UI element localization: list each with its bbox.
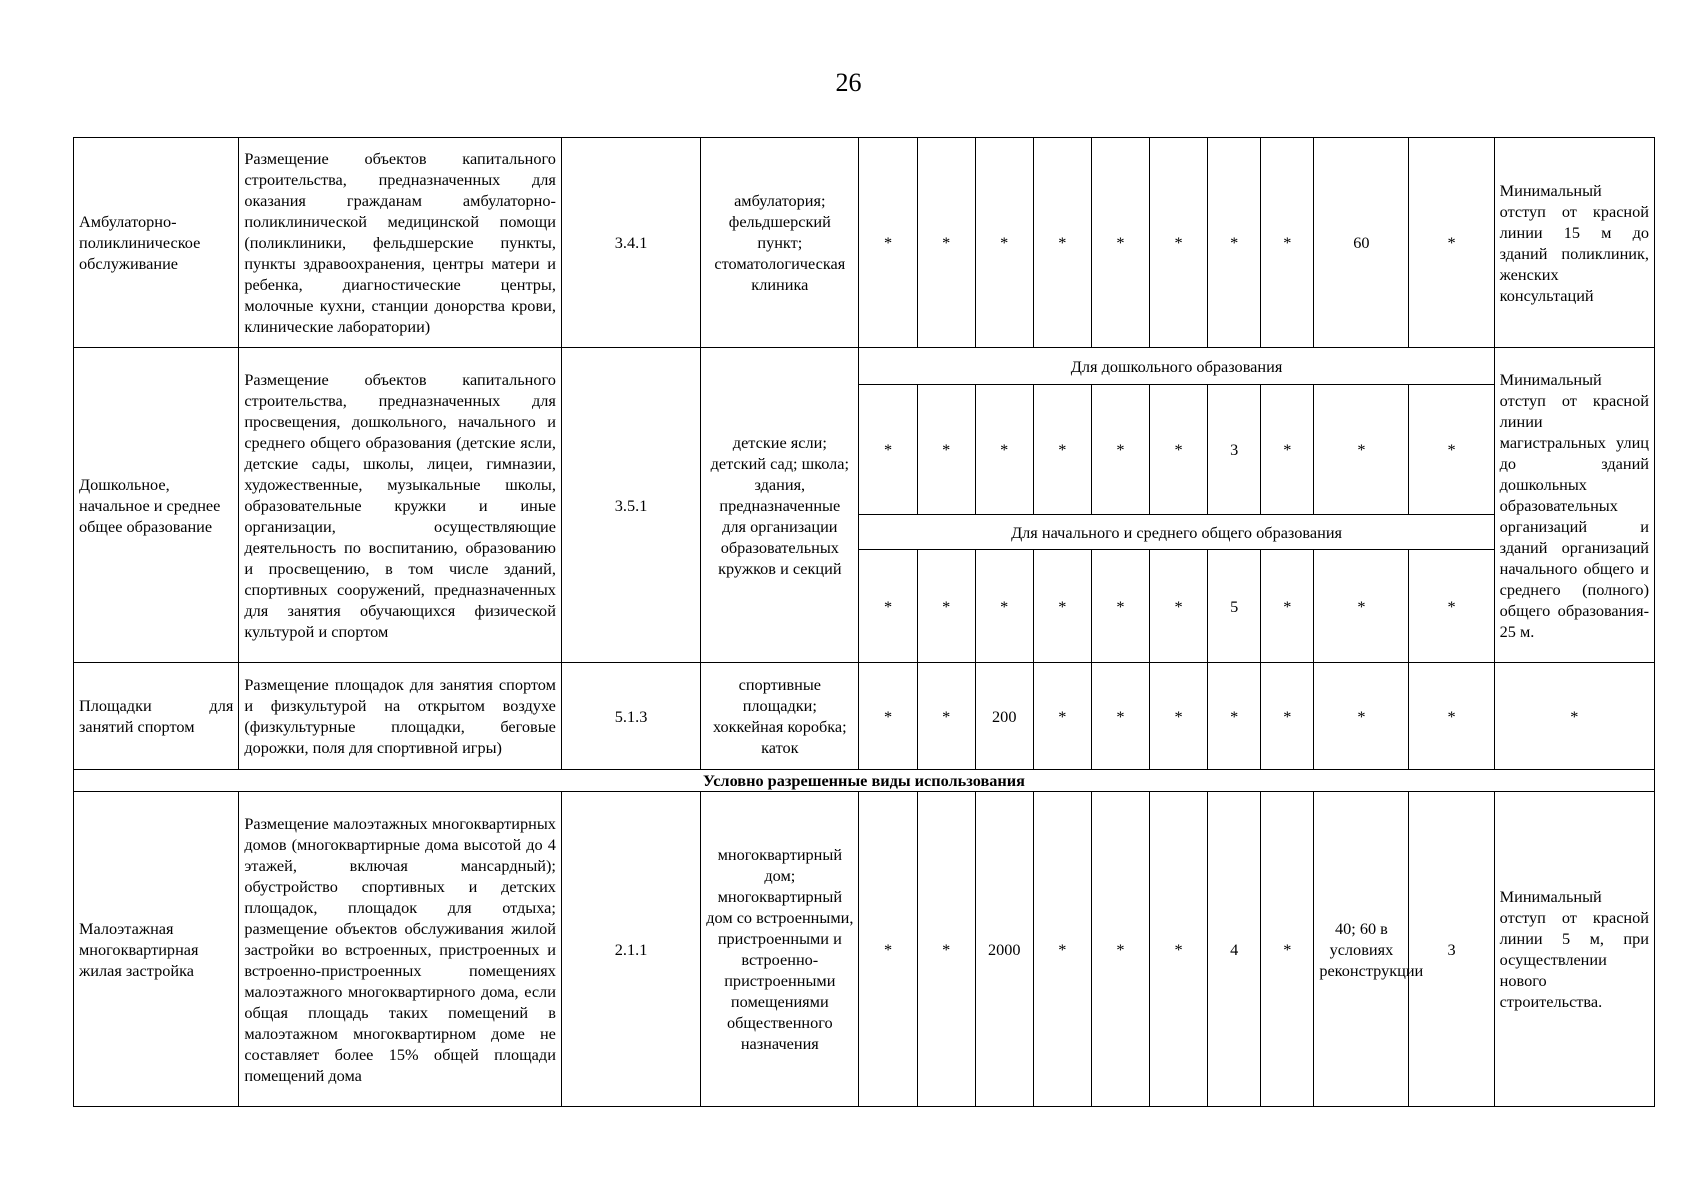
regulations-table <box>73 137 1655 1107</box>
param-value: * <box>1261 138 1314 348</box>
subheader-preschool: Для дошкольного образования <box>859 348 1494 385</box>
land-use-code: 5.1.3 <box>561 663 700 770</box>
param-value: * <box>1091 663 1149 770</box>
param-value: * <box>917 138 975 348</box>
param-value: * <box>1314 385 1409 515</box>
param-value: 2000 <box>975 792 1033 1107</box>
land-use-code: 3.5.1 <box>561 348 700 663</box>
param-value: * <box>1208 138 1261 348</box>
param-value: * <box>917 792 975 1107</box>
page-number: 26 <box>835 68 862 97</box>
setback-note: * <box>1494 663 1654 770</box>
table-row <box>74 348 1655 385</box>
land-use-description: Размещение малоэтажных многоквартирных домов (многоквартирные дома высотой до 4 этажей, включая мансардный); обустройство спортивных и детских площадок, площадок для отдыха; размещение объектов обслуживания жилой застройки во встроенных, пристроенных и встроенно-пристроенных помещениях малоэтажного многоквартирного дома, если общая площадь таких помещений в малоэтажном многоквартирном доме не составляет более 15% общей площади помещений дома <box>239 792 562 1107</box>
param-value: * <box>1033 385 1091 515</box>
table-row <box>74 663 1655 770</box>
param-value: * <box>1150 792 1208 1107</box>
param-value: * <box>1409 550 1494 663</box>
setback-note: Минимальный отступ от красной линии магистральных улиц до зданий дошкольных образовательных организаций и зданий организаций начального общего и среднего (полного) общего образования- 25 м. <box>1494 348 1654 663</box>
land-use-name: Малоэтажная многоквартирная жилая застройка <box>74 792 239 1107</box>
param-value: 60 <box>1314 138 1409 348</box>
param-value: * <box>1409 663 1494 770</box>
param-value: * <box>1033 792 1091 1107</box>
land-use-description: Размещение объектов капитального строительства, предназначенных для просвещения, дошкольного, начального и среднего общего образования (детские ясли, детские сады, школы, лицеи, гимназии, художественные, музыкальные школы, образовательные кружки и иные организации, осуществляющие деятельность по воспитанию, образованию и просвещению, в том числе зданий, спортивных сооружений, предназначенных для занятия обучающихся физической культурой и спортом <box>239 348 562 663</box>
param-value: 3 <box>1208 385 1261 515</box>
param-value: * <box>975 550 1033 663</box>
setback-note: Минимальный отступ от красной линии 15 м до зданий поликлиник, женских консультаций <box>1494 138 1654 348</box>
param-value: * <box>1150 138 1208 348</box>
param-value: 5 <box>1208 550 1261 663</box>
land-use-name: Дошкольное, начальное и среднее общее образование <box>74 348 239 663</box>
land-use-description: Размещение объектов капитального строительства, предназначенных для оказания гражданам амбулаторно-поликлинической медицинской помощи (поликлиники, фельдшерские пункты, пункты здравоохранения, центры матери и ребенка, диагностические центры, молочные кухни, станции донорства крови, клинические лаборатории) <box>239 138 562 348</box>
setback-note: Минимальный отступ от красной линии 5 м, при осуществлении нового строительства. <box>1494 792 1654 1107</box>
table-row <box>74 792 1655 1107</box>
section-title: Условно разрешенные виды использования <box>74 770 1655 792</box>
capital-objects: амбулатория; фельдшерский пункт; стоматологическая клиника <box>701 138 859 348</box>
param-value: * <box>1261 792 1314 1107</box>
param-value: 4 <box>1208 792 1261 1107</box>
param-value: * <box>1033 550 1091 663</box>
param-value: * <box>859 385 917 515</box>
param-value: 3 <box>1409 792 1494 1107</box>
land-use-name: Площадки для занятий спортом <box>74 663 239 770</box>
param-value: * <box>975 385 1033 515</box>
capital-objects: многоквартирный дом; многоквартирный дом со встроенными, пристроенными и встроенно-пристроенными помещениями общественного назначения <box>701 792 859 1107</box>
param-value: * <box>1091 138 1149 348</box>
land-use-name: Амбулаторно-поликлиническое обслуживание <box>74 138 239 348</box>
section-header-row <box>74 770 1655 792</box>
param-value: * <box>1314 550 1409 663</box>
param-value: * <box>1033 663 1091 770</box>
land-use-code: 2.1.1 <box>561 792 700 1107</box>
param-value: * <box>859 792 917 1107</box>
param-value: * <box>859 138 917 348</box>
param-value: * <box>975 138 1033 348</box>
table-row <box>74 138 1655 348</box>
capital-objects: детские ясли; детский сад; школа; здания, предназначенные для организации образовательных кружков и секций <box>701 348 859 663</box>
param-value: * <box>917 663 975 770</box>
param-value: 200 <box>975 663 1033 770</box>
param-value: * <box>1033 138 1091 348</box>
param-value: * <box>917 385 975 515</box>
param-value: * <box>1409 138 1494 348</box>
param-value: * <box>859 550 917 663</box>
param-value: * <box>1314 663 1409 770</box>
subheader-general-education: Для начального и среднего общего образования <box>859 515 1494 550</box>
param-value: * <box>1261 663 1314 770</box>
param-value: * <box>1208 663 1261 770</box>
param-value: * <box>1150 663 1208 770</box>
param-value: * <box>1091 792 1149 1107</box>
param-value: * <box>1091 385 1149 515</box>
param-value: * <box>1409 385 1494 515</box>
capital-objects: спортивные площадки; хоккейная коробка; каток <box>701 663 859 770</box>
param-value: * <box>1150 550 1208 663</box>
param-value: * <box>1150 385 1208 515</box>
param-value: * <box>1261 550 1314 663</box>
land-use-description: Размещение площадок для занятия спортом и физкультурой на открытом воздухе (физкультурные площадки, беговые дорожки, поля для спортивной игры) <box>239 663 562 770</box>
land-use-code: 3.4.1 <box>561 138 700 348</box>
param-value: * <box>1261 385 1314 515</box>
param-value: 40; 60 в условиях реконструкции <box>1314 792 1409 1107</box>
param-value: * <box>917 550 975 663</box>
param-value: * <box>859 663 917 770</box>
param-value: * <box>1091 550 1149 663</box>
